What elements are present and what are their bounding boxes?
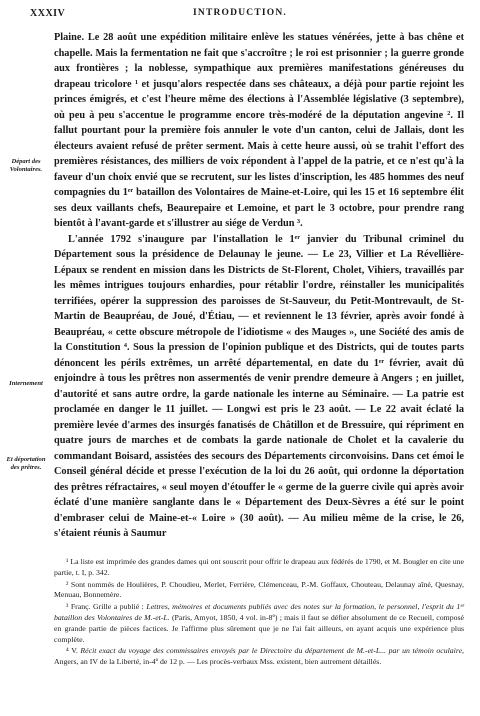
footnote-4-title: Récit exact du voyage des commissaires envoyés par le Directoire du département de M.-et-L... par un témoin oculaire — [80, 646, 463, 656]
paragraph-2: L'année 1792 s'inaugure par l'installation le 1ᵉʳ janvier du Tribunal criminel du Département sous la présidence de Delaunay le jeune. — Le 23, Villier et La Révellière-Lépaux se rendent en mission dans les Districts de St-Florent, Cholet, Vihiers, travaillés par les mêmes intrigues toujours enhardies, pour rétablir l'ordre, réinstaller les municipalités terrifiées, opérer la suppression des paroisses de St-Sauveur, du Petit-Montrevault, de St-Martin de Beaupréau, de Joué, d'Étiau, — et reviennent le 13 février, après avoir fondé à Beaupréau, « cette obscure métropole de l'idiotisme « des Mauges », une Société des amis de la Constitution ⁴. Sous la pression de l'opinion publique et des Districts, qui de toutes parts dénoncent les périls extrêmes, un arrêté départemental, en date du 1ᵉʳ février, avait dû enjoindre à tous les prêtres non assermentés de venir prendre demeure à Angers ; en juillet, d'autorité et sans autre ordre, la garde nationale les interne au Séminaire. — La patrie est proclamée en danger le 11 juillet. — Longwi est pris le 23 août. — Le 22 avait éclaté la première levée d'armes des insurgés fanatisés de Châtillon et de Bressuire, qui répriment en quatre jours de marches et de combats la garde nationale de Cholet et la cavalerie du commandant Boisard, assistées des secours des Départements circonvoisins. Dans cet émoi le Conseil général décide et presse l'exécution de la loi du 26 août, qui ordonne la déportation des prêtres réfractaires, « seul moyen d'étouffer le « germe de la guerre civile qui après avoir éclaté d'une manière sanglante dans le « Département des Deux-Sèvres a été sur le point d'embraser celui de Maine-et-« Loire » (30 août). — Au milieu même de la crise, le 26, s'étaient réunis à Saumur — [54, 233, 464, 539]
footnote-3-rest: (Paris, Amyot, 1850, 4 vol. in-8º) ; mais il faut se défier absolument de ce Recueil, composé en grande partie de pièces factices. Je l'affirme plus sûrement que je ne l'ai fait ailleurs, en ayant acquis une expérience plus complète. — [54, 612, 464, 644]
paragraph-1: Plaine. Le 28 août une expédition militaire enlève les statues vénérées, jette à bas chêne et chapelle. Mais la fermentation ne fait que s'accroître ; le roi est prisonnier ; la guerre gronde aux frontières ; la noblesse, sympathique aux premières manifestations généreuses du drapeau tricolore ¹ et jusqu'alors respectée dans ses châteaux, a déjà pour partie rejoint les princes émigrés, et c'est l'heure même des élections à l'Assemblée législative (3 septembre), où peu à peu s'accentue le programme encore très-modéré de la députation angevine ². Il fallut pourtant pour la première fois annuler le vote d'un canton, celui de Jallais, dont les électeurs avaient refusé de prêter serment. Mais à cette heure aussi, où se trahit l'effort des premières résistances, des milliers de voix répondent à l'appel de la patrie, et ce n'est qu'à la faveur d'un choix envié que se recrutent, sur les listes d'inscription, les 485 hommes des neuf compagnies du 1ᵉʳ bataillon des Volontaires de Maine-et-Loire, qui les 15 et 16 septembre élit ses deux vaillants chefs, Beaurepaire et Lemoine, et part le 3 octobre, pour prendre rang bientôt à l'avant-garde et s'illustrer au siége de Verdun ³. — [54, 32, 464, 229]
margin-note-deportation: Et déportation des prêtres. — [6, 456, 46, 471]
footnote-4-rest: , Angers, an IV de la Liberté, in-4º de 12 p. — Les procès-verbaux Mss. existent, bien autrement détaillés. — [54, 646, 464, 667]
page-number: XXXIV — [30, 8, 66, 19]
footnotes — [54, 557, 464, 669]
footnote-3-intro: ³ Franç. Grille a publié : — [66, 602, 147, 612]
margin-note-internement: Internement — [9, 380, 43, 387]
footnote-3 — [54, 602, 464, 645]
footnote-4-intro: ⁴ V. — [66, 646, 81, 656]
margin-note-depart: Départ des Volontaires. — [9, 158, 43, 173]
footnote-2: ² Sont nommés de Houlières, P. Choudieu, Merlet, Ferrière, Clémenceau, P.-M. Goffaux, Chouteau, Delaunay aîné, Quesnay, Menuau, Bonnemère. — [54, 579, 464, 600]
page-header — [30, 8, 450, 24]
footnote-3-title: Lettres, mémoires et documents publiés avec des notes sur la formation, le personnel, l'esprit du 1ᵉʳ bataillon des Volontaires de M.-et-L. — [54, 602, 464, 622]
footnote-1: ¹ La liste est imprimée des grandes dames qui ont souscrit pour offrir le drapeau aux fédérés de 1790, et M. Bougler en cite une partie, t. I, p. 342. — [54, 557, 464, 577]
running-title: INTRODUCTION. — [193, 8, 287, 18]
main-text — [54, 30, 464, 542]
footnote-4 — [54, 646, 464, 668]
